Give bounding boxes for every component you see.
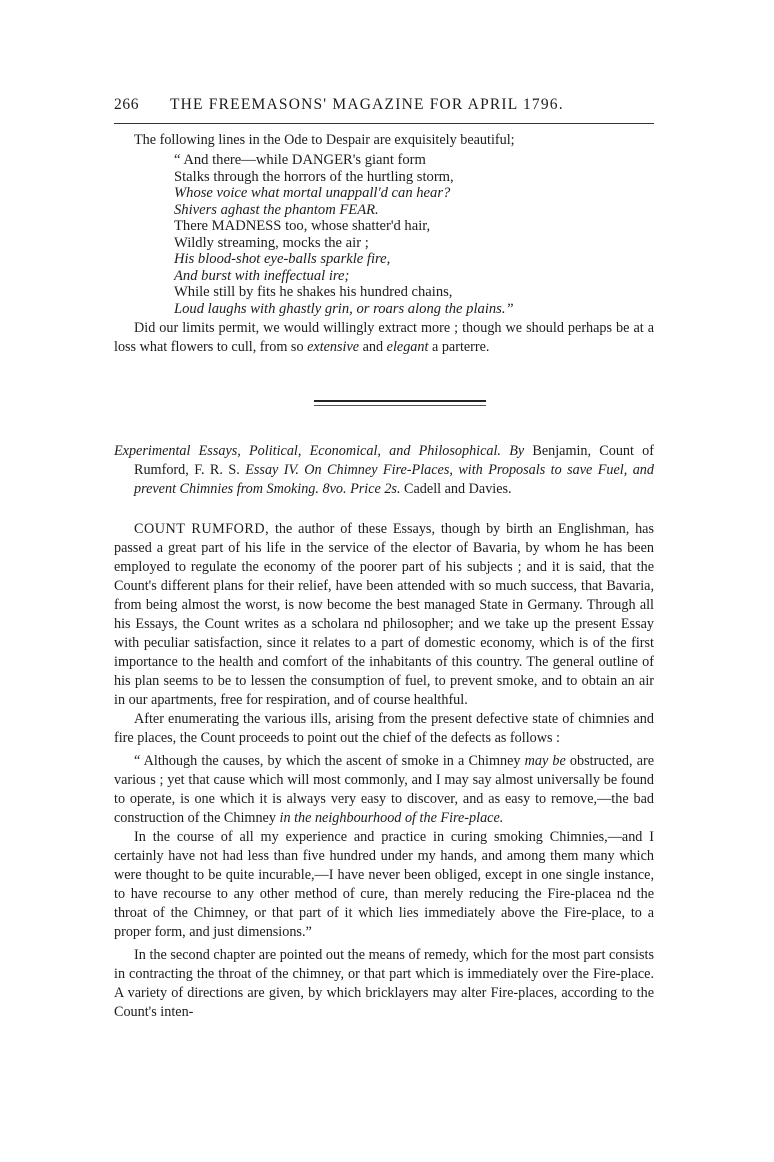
paragraph-text: the author of these Essays, though by birth an Englishman, has passed a great part of his life in the service of the elector of Bavaria, by whom he has been employed to regulate the economy of the poorer part of his subjects ; and it is said, that the Count's different plans for their relief, have been attended with so much success, that Bavaria, from being almost the worst, is now become the best managed State in Germany. Through all his Essays, the Count writes as a scholara nd philosopher; and we take up the present Essay with peculiar satisfaction, since it relates to a part of domestic economy, which is of the first importance to the health and comfort of the inhabitants of this country. The general outline of his plan seems to be to lessen the consumption of fuel, to prevent smoke, and to obtain an air in our apartments, free for respiration, and of course healthful. [114, 521, 654, 708]
book-author: Benjamin, Count of Rumford, F. R. S. [134, 443, 654, 478]
book-publisher: Cadell and Davies. [400, 481, 512, 497]
review-heading [114, 442, 654, 499]
running-title: THE FREEMASONS' MAGAZINE FOR APRIL 1796. [170, 96, 564, 113]
verse-line: Loud laughs with ghastly grin, or roars along the plains.” [174, 300, 514, 317]
quote-text: “ Although the causes, by which the ascent of smoke in a Chimney [134, 753, 525, 769]
quotation-paragraph [114, 752, 654, 828]
verse-line: And burst with ineffectual ire; [174, 267, 350, 284]
page-number: 266 [114, 96, 140, 113]
verse-line: Wildly streaming, mocks the air ; [174, 234, 369, 251]
essay-title: Essay IV. On Chimney Fire-Places, with Proposals to save Fuel, and prevent Chimnies from Smoking. [134, 462, 654, 497]
book-format-price: 8vo. Price 2s. [318, 481, 401, 497]
closing-emphasis: elegant [386, 339, 429, 355]
closing-text: a parterre. [428, 339, 490, 355]
body-paragraph: In the second chapter are pointed out the means of remedy, which for the most part consists in contracting the throat of the chimney, or that part which is immediately over the Fire-place. A variety of directions are given, by which bricklayers may alter Fire-places, according to the Count's inten- [114, 947, 654, 1020]
verse-line: Stalks through the horrors of the hurtling storm, [174, 168, 454, 185]
verse-line: His blood-shot eye-balls sparkle fire, [174, 251, 391, 267]
closing-emphasis: extensive [307, 339, 360, 355]
header-rule [114, 123, 654, 124]
lead-small-caps: COUNT RUMFORD, [134, 521, 270, 537]
verse-line: While still by fits he shakes his hundred chains, [174, 284, 453, 300]
section-divider [314, 400, 486, 408]
by-text: By [500, 443, 525, 459]
verse-line: Shivers aghast the phantom FEAR. [174, 201, 379, 218]
quote-emphasis: in the neighbourhood of the Fire-place. [279, 810, 504, 826]
verse-line: Whose voice what mortal unappall'd can hear? [174, 185, 451, 201]
body-paragraph: After enumerating the various ills, arising from the present defective state of chimnies and fire places, the Count proceeds to point out the chief of the defects as follows : [114, 711, 654, 746]
ode-verse [174, 152, 654, 317]
verse-line: “ And there—while DANGER's giant form [174, 152, 426, 168]
book-title: Experimental Essays, Political, Economical, and Philosophical. [114, 443, 501, 459]
review-title [114, 442, 654, 499]
review-body [114, 520, 654, 1022]
ode-intro: The following lines in the Ode to Despair are exquisitely beautiful; [134, 132, 515, 148]
quote-emphasis: may be [524, 753, 566, 769]
ode-closing [114, 319, 654, 357]
closing-text: and [359, 339, 387, 355]
quote-text: obstructed, are various ; yet that cause which will most commonly, and I may say almost universally be found to operate, is one which it is always very easy to discover, and as easy to remove,—the bad construction of the Chimney [114, 753, 655, 826]
body-paragraph [114, 520, 654, 710]
ode-section [114, 131, 654, 357]
closing-text: Did our limits permit, we would willingly extract more ; though we should perhaps be at a loss what flowers to cull, from so [114, 320, 654, 355]
verse-line: There MADNESS too, whose shatter'd hair, [174, 218, 431, 234]
quotation-paragraph: In the course of all my experience and practice in curing smoking Chimnies,—and I certainly have not had less than five hundred under my hands, and among them many which were thought to be quite incurable,—I have never been obliged, except in one single instance, to have recourse to any other method of cure, than merely reducing the Fire-placea nd the throat of the Chimney, or that part of it which lies immediately above the Fire-place, to a proper form, and just dimensions.” [114, 829, 654, 940]
running-header [114, 88, 654, 116]
